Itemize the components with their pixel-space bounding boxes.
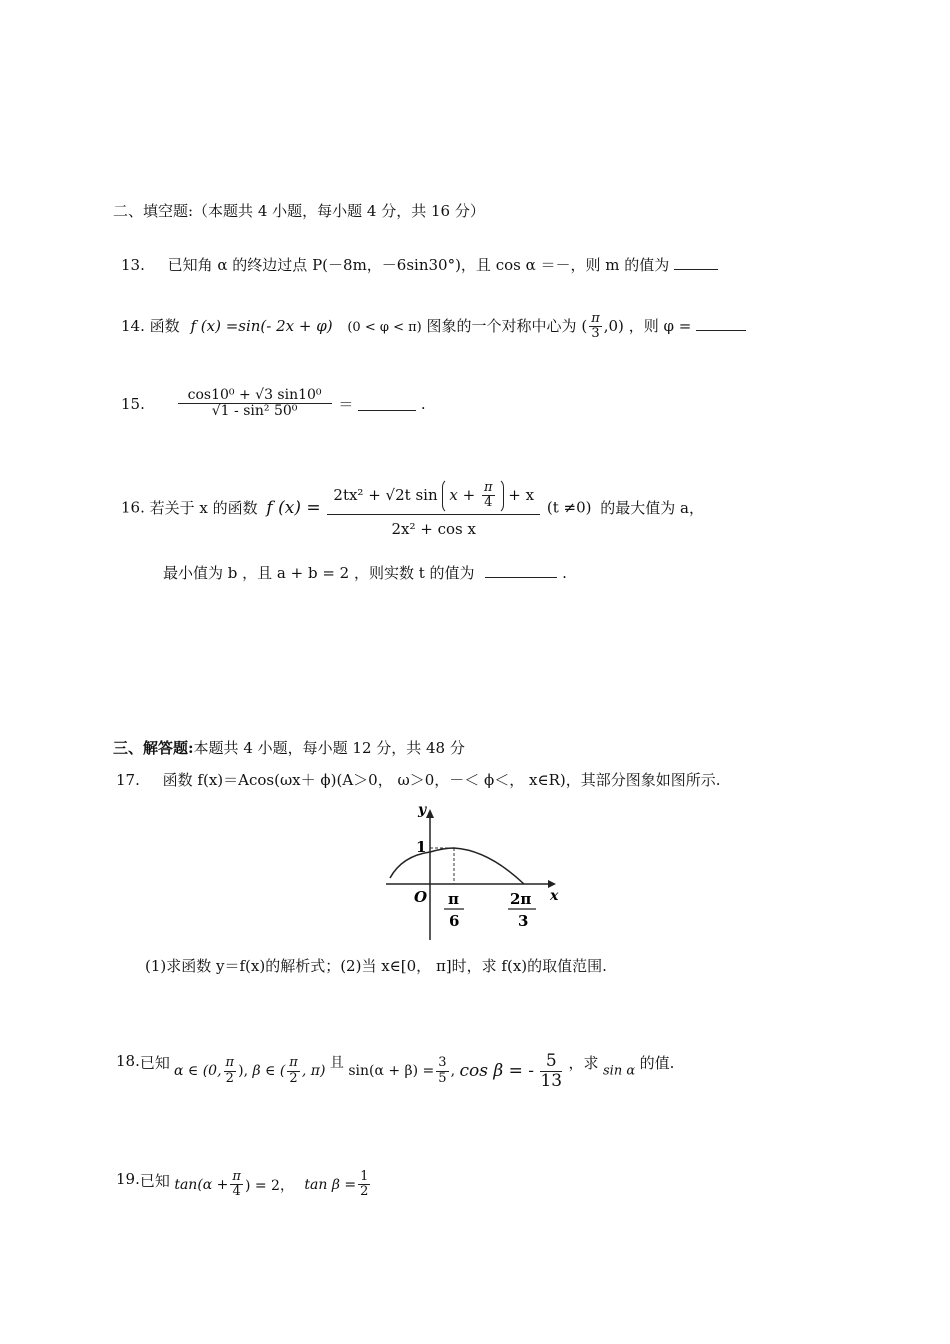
tan-sum-end: ) = 2， bbox=[244, 1177, 294, 1194]
question-prefix: 函数 bbox=[149, 316, 180, 335]
five-thirteenths: $\frac{5}{13}$ bbox=[540, 1051, 563, 1091]
question-suffix: ，则 φ = bbox=[628, 316, 692, 335]
cosine-curve bbox=[390, 848, 524, 884]
question-18 bbox=[116, 1052, 170, 1073]
question-15: 15. $\frac{\text{cos10⁰ + √3 sin10⁰}}{\text{√1 - sin² 50⁰}}$ ＝ . bbox=[121, 387, 426, 420]
question-18-math: α ∈ (0, $\frac{\pi}{2}$ ), β ∈ ( $\frac{\pi}{2}$ , π) 且 sin(α + β) = $\frac{3}{5}$ , cos β = - $\frac{5}{13}$ ，求 sin α 的值. bbox=[174, 1051, 675, 1091]
x-axis-label: x bbox=[550, 888, 559, 904]
equals-sign: ＝ bbox=[338, 395, 354, 414]
x-tick-1-num: π bbox=[448, 890, 459, 908]
tan-sum: tan(α + bbox=[174, 1176, 229, 1193]
section3-title: 三、解答题: bbox=[113, 739, 194, 757]
pi-over-2-b: $\frac{\pi}{2}$ bbox=[289, 1055, 298, 1086]
question-prefix: 已知 bbox=[139, 1054, 170, 1072]
x-axis-arrow-icon bbox=[548, 880, 556, 888]
point-open: ( bbox=[581, 316, 588, 335]
question-number: 15. bbox=[121, 394, 145, 413]
origin-label: O bbox=[414, 888, 428, 906]
condition: (t ≠0) bbox=[546, 498, 592, 517]
x-tick-2-den: 3 bbox=[518, 912, 529, 930]
x-tick-2-num: 2π bbox=[510, 890, 532, 908]
point-close: ,0) bbox=[603, 316, 624, 335]
denominator: √1 - sin² 50⁰ bbox=[211, 403, 298, 420]
denominator: 2x² + cos x bbox=[391, 519, 476, 538]
question-19 bbox=[116, 1170, 372, 1200]
answer-blank bbox=[358, 396, 416, 411]
question-16-line2: 最小值为 b ，且 a + b = 2 ，则实数 t 的值为 . bbox=[163, 564, 567, 582]
question-suffix: 的最大值为 a， bbox=[600, 499, 704, 518]
section2-heading: 二、填空题:（本题共 4 小题，每小题 4 分，共 16 分） bbox=[113, 202, 485, 220]
pi-over-3: $\frac{\pi}{3}$ bbox=[591, 311, 600, 342]
function-graph bbox=[378, 800, 568, 940]
question-17 bbox=[116, 769, 721, 790]
question-text: 最小值为 b ，且 a + b = 2 ，则实数 t 的值为 bbox=[163, 564, 475, 582]
x-tick-1-den: 6 bbox=[449, 912, 460, 930]
condition: (0 < φ < π) bbox=[347, 319, 422, 335]
section3-heading bbox=[113, 737, 465, 758]
question-number: 18. bbox=[116, 1052, 140, 1070]
one-half: $\frac{1}{2}$ bbox=[360, 1169, 369, 1200]
y-axis-label: y bbox=[418, 802, 427, 818]
alpha-range: α ∈ (0, bbox=[174, 1063, 222, 1080]
answer-blank bbox=[674, 255, 718, 270]
question-text: 函数 f(x)＝Acos(ωx＋ ϕ)(A＞0， ω＞0，－＜ ϕ＜， x∈R)，其部分图象如图所示. bbox=[162, 771, 721, 789]
function-fraction bbox=[327, 478, 540, 537]
question-number: 17. bbox=[116, 771, 140, 789]
question-number: 19. bbox=[116, 1170, 140, 1188]
tan-beta: tan β = bbox=[304, 1176, 357, 1193]
question-17-sub: (1)求函数 y＝f(x)的解析式；(2)当 x∈[0， π]时，求 f(x)的取值范围. bbox=[145, 957, 607, 975]
sin-sum: sin(α + β) = bbox=[348, 1063, 435, 1080]
y-axis-arrow-icon bbox=[426, 809, 434, 818]
question-16 bbox=[121, 478, 704, 537]
ask-word: ，求 bbox=[568, 1054, 599, 1072]
question-number: 14. bbox=[121, 316, 145, 335]
pi-over-4: $\frac{\pi}{4}$ bbox=[232, 1169, 241, 1200]
cos-beta: cos β = - bbox=[459, 1061, 534, 1082]
question-14 bbox=[121, 312, 746, 342]
numerator: cos10⁰ + √3 sin10⁰ bbox=[178, 388, 332, 404]
question-13 bbox=[121, 254, 718, 275]
question-mid: 图象的一个对称中心为 bbox=[426, 316, 577, 335]
end-word: 的值. bbox=[639, 1054, 675, 1072]
function-expression: f (x) =sin(- 2x + φ) bbox=[190, 316, 333, 335]
y-tick-label: 1 bbox=[416, 838, 427, 856]
function-name: f (x) = bbox=[266, 497, 321, 518]
and-word: 且 bbox=[329, 1055, 344, 1071]
answer-blank bbox=[485, 563, 557, 578]
trig-fraction bbox=[178, 388, 332, 420]
sin-alpha: sin α bbox=[603, 1063, 636, 1079]
question-prefix: 已知 bbox=[139, 1172, 170, 1190]
question-text: 已知角 α 的终边过点 P(－8m，－6sin30°)，且 cos α ＝－，则 m 的值为 bbox=[167, 256, 670, 274]
section3-rule: 本题共 4 小题，每小题 12 分，共 48 分 bbox=[193, 739, 465, 757]
question-number: 16. bbox=[121, 498, 145, 517]
question-number: 13. bbox=[121, 256, 145, 274]
pi-over-2: $\frac{\pi}{2}$ bbox=[225, 1055, 235, 1086]
beta-range: β ∈ ( bbox=[252, 1063, 286, 1080]
question-prefix: 若关于 x 的函数 bbox=[149, 499, 258, 518]
numerator: 2tx² + √2t sin x + $\frac{\pi}{4}$ + x bbox=[327, 478, 540, 515]
answer-blank bbox=[696, 316, 746, 331]
three-fifths: $\frac{3}{5}$ bbox=[438, 1055, 447, 1086]
